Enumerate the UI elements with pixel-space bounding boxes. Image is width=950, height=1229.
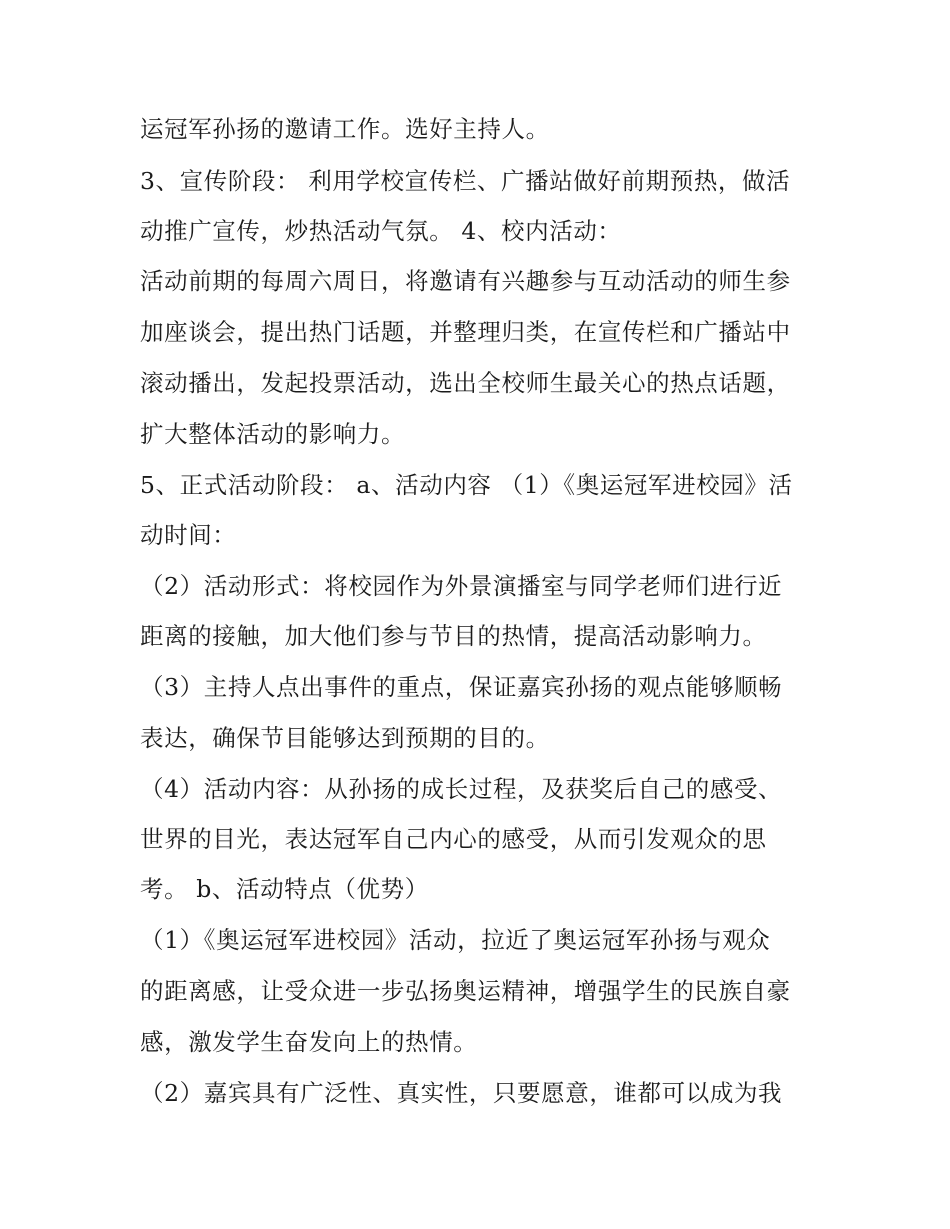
text-line: 扩大整体活动的影响力。 — [140, 420, 406, 448]
text-line: 3、宣传阶段： 利用学校宣传栏、广播站做好前期预热，做活 — [140, 167, 791, 195]
text-line: 感，激发学生奋发向上的热情。 — [140, 1028, 478, 1056]
text-line: （1）《奥运冠军进校园》活动，拉近了奥运冠军孙扬与观众 — [140, 926, 771, 954]
text-line: 动时间： — [140, 521, 237, 549]
text-line: （3）主持人点出事件的重点，保证嘉宾孙扬的观点能够顺畅 — [140, 673, 783, 701]
text-line: 的距离感，让受众进一步弘扬奥运精神，增强学生的民族自豪 — [140, 977, 791, 1005]
text-line: （2）嘉宾具有广泛性、真实性，只要愿意，谁都可以成为我 — [140, 1079, 783, 1107]
text-line: （2）活动形式：将校园作为外景演播室与同学老师们进行近 — [140, 572, 783, 600]
text-line: 距离的接触，加大他们参与节目的热情，提高活动影响力。 — [140, 622, 767, 650]
text-line: 表达，确保节目能够达到预期的目的。 — [140, 724, 550, 752]
text-line: 世界的目光，表达冠军自己内心的感受，从而引发观众的思 — [140, 825, 767, 853]
text-line: 滚动播出，发起投票活动，选出全校师生最关心的热点话题， — [140, 369, 791, 397]
text-line: 加座谈会，提出热门话题，并整理归类，在宣传栏和广播站中 — [140, 318, 791, 346]
text-line: 动推广宣传，炒热活动气氛。 4、校内活动： — [140, 217, 622, 245]
text-line: （4）活动内容：从孙扬的成长过程，及获奖后自己的感受、 — [140, 775, 783, 803]
text-line: 考。 b、活动特点（优势） — [140, 875, 429, 903]
text-line: 活动前期的每周六周日，将邀请有兴趣参与互动活动的师生参 — [140, 267, 791, 295]
text-line: 运冠军孙扬的邀请工作。选好主持人。 — [140, 115, 550, 143]
text-line: 5、正式活动阶段： a、活动内容 （1）《奥运冠军进校园》活 — [140, 471, 793, 499]
